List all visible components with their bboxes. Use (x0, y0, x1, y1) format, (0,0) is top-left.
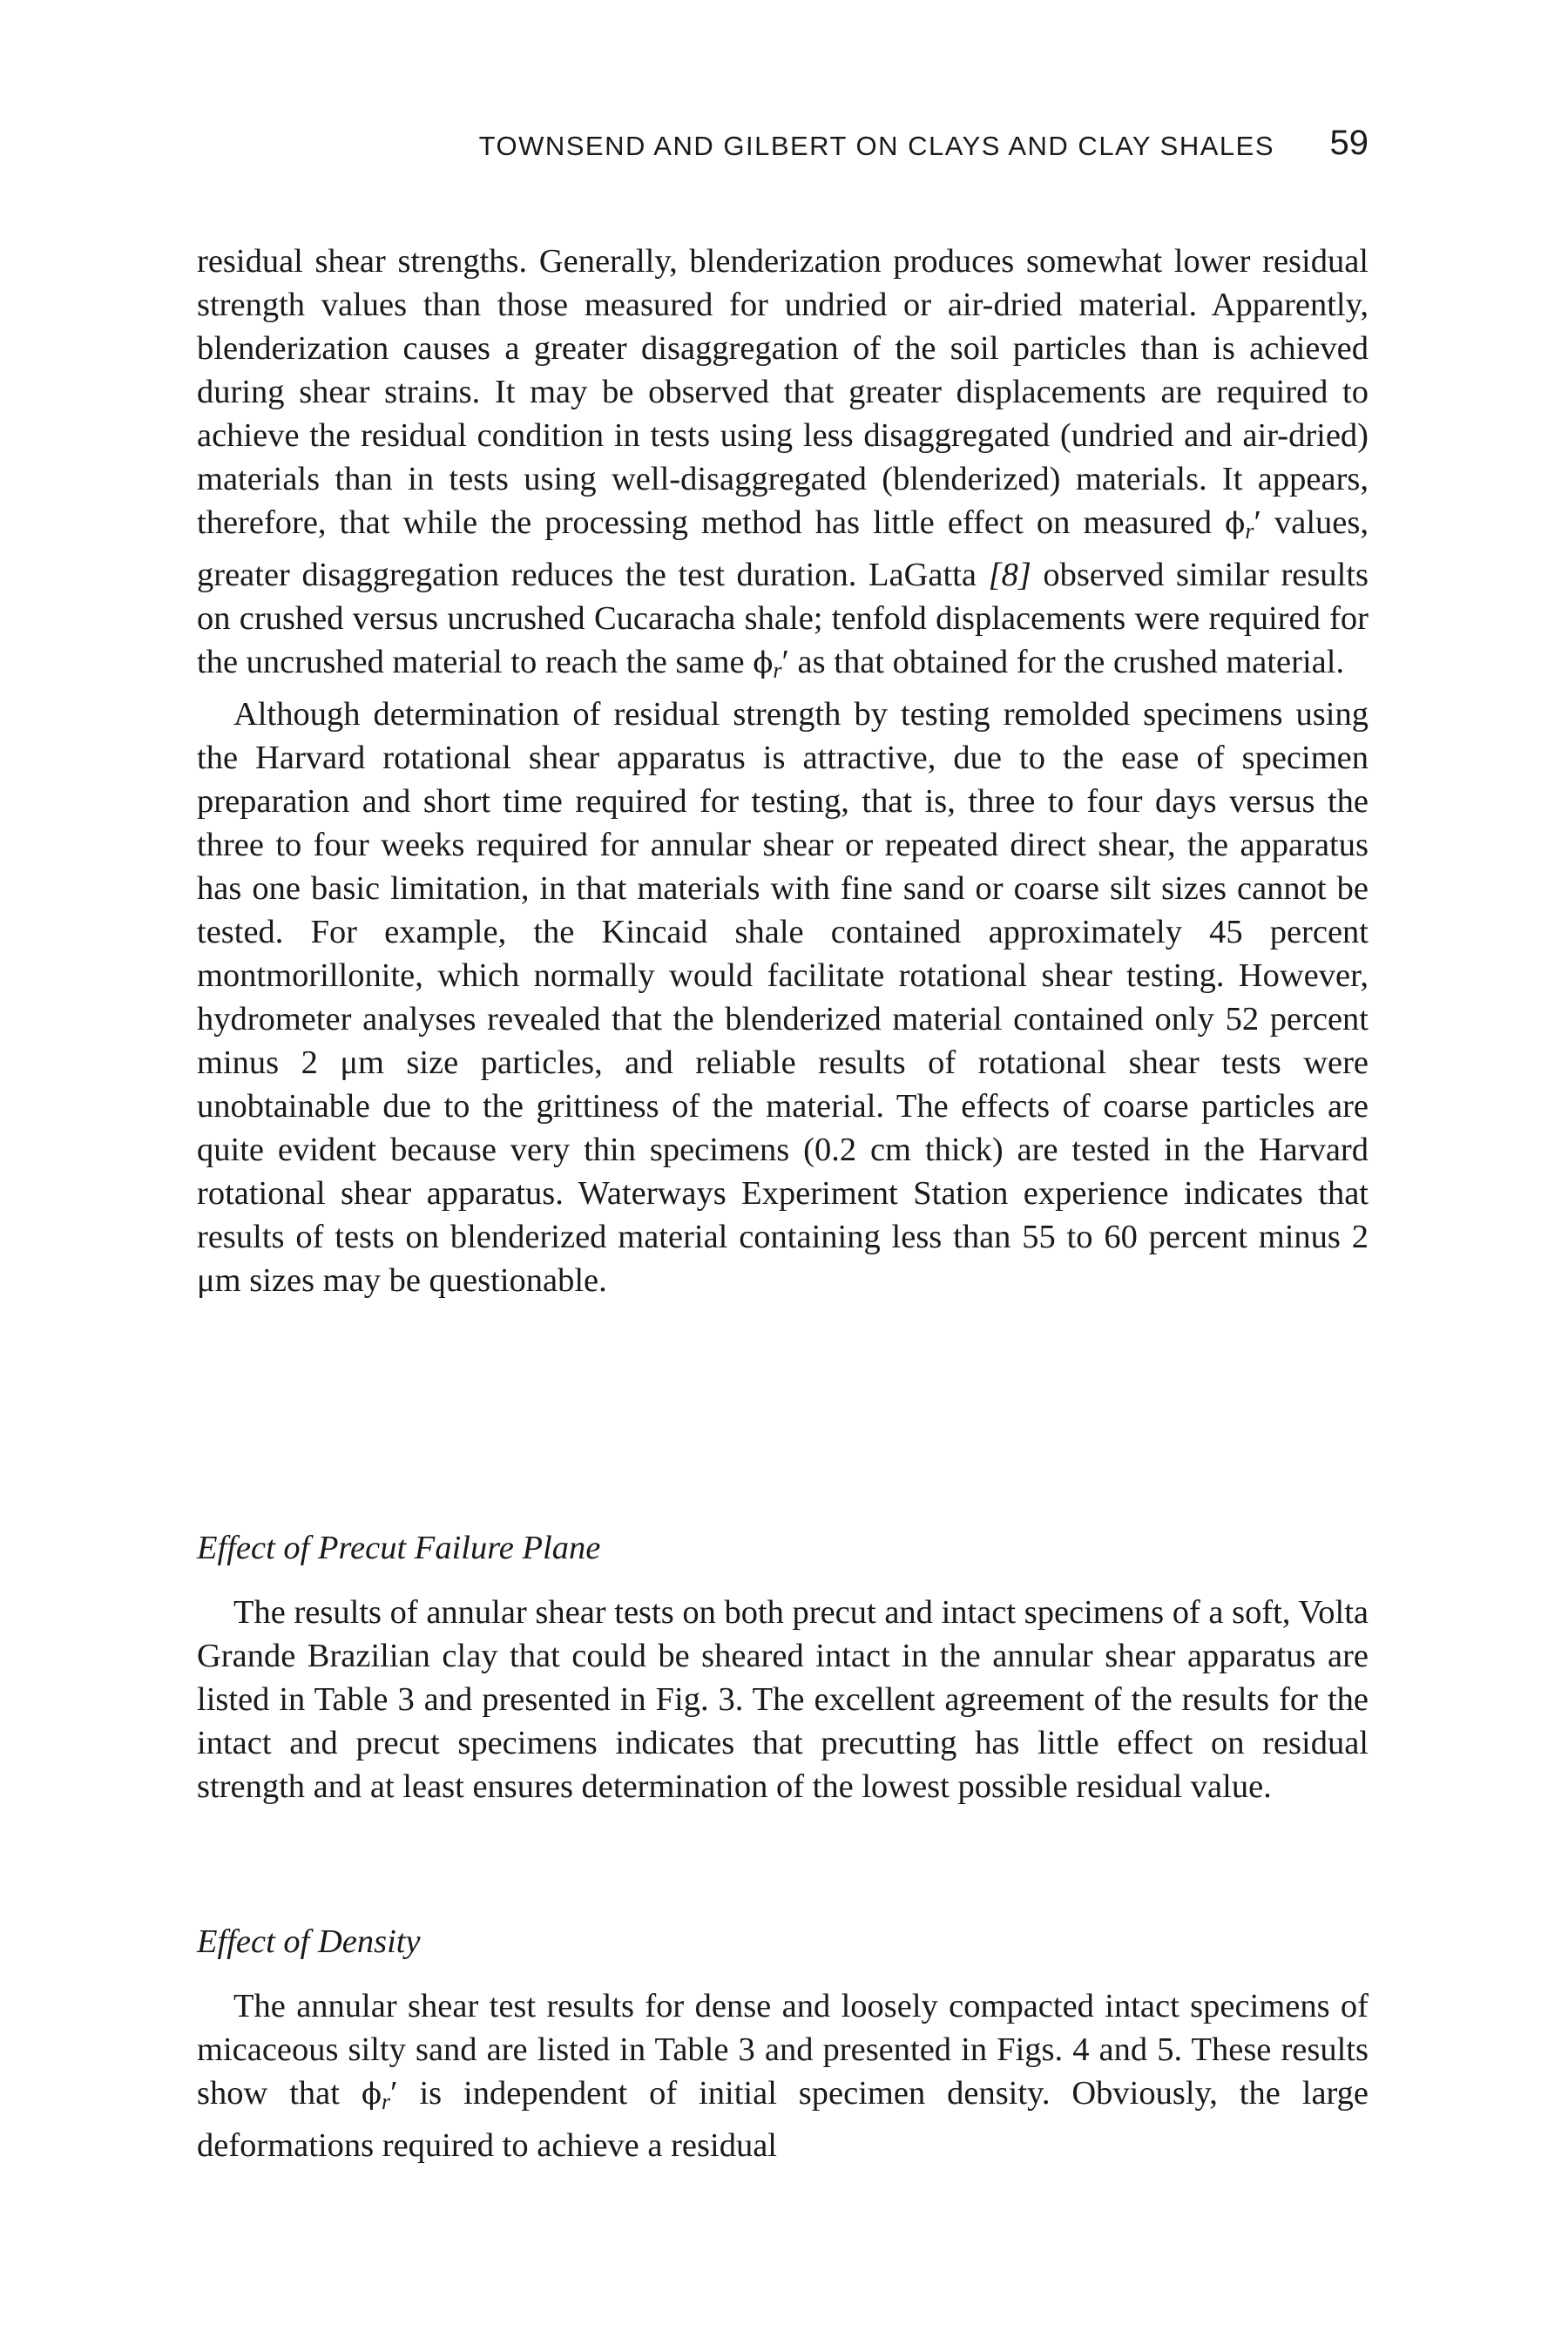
running-header (197, 122, 1369, 174)
paragraph-2 (197, 693, 1369, 1302)
micrometer-unit: μm (340, 1044, 384, 1081)
phi-symbol: ϕ (753, 645, 774, 680)
page-number: 59 (1329, 124, 1369, 162)
paragraph-4-text-b: is independent of initial specimen density. Obviously, the large deformations required to achieve a residual (197, 2075, 1369, 2164)
body-text-block-3 (197, 1984, 1369, 2167)
body-text-block-1 (197, 240, 1369, 1302)
phi-symbol: ϕ (361, 2077, 382, 2112)
paragraph-3: The results of annular shear tests on both precut and intact specimens of a soft, Volta Grande Brazilian clay that could be sheared intact in the annular shear apparatus are listed in Table 3 and presented in Fig. 3. The excellent agreement of the results for the intact and precut specimens indicates that precutting has little effect on residual strength and at least ensures determination of the lowest possible residual value. (197, 1594, 1369, 1805)
paragraph-4-text-a: The annular shear test results for dense and loosely compacted intact specimens of micaceous silty sand are listed in Table 3 and presented in Figs. 4 and 5. These results show that (197, 1988, 1369, 2112)
paragraph-2-text-c: sizes may be questionable. (249, 1262, 607, 1299)
paragraph-1-text-c: observed similar results on crushed versus uncrushed Cucaracha shale; tenfold displacements were required for the uncrushed material to reach the same (197, 557, 1369, 680)
phi-subscript: r (382, 2089, 391, 2114)
prime-mark: ′ (390, 2075, 398, 2112)
paragraph-2-text-b: size particles, and reliable results of rotational shear tests were unobtainable due to the grittiness of the material. The effects of coarse particles are quite evident because very thin specimens (0.2 cm thick) are tested in the Harvard rotational shear apparatus. Waterways Experiment Station experience indicates that results of tests on blenderized material containing less than 55 to 60 percent minus 2 (197, 1044, 1369, 1255)
micrometer-unit: μm (197, 1262, 241, 1299)
paragraph-4 (197, 1984, 1369, 2167)
body-text-block-2 (197, 1591, 1369, 1808)
phi-subscript: r (773, 658, 782, 683)
section-heading-density: Effect of Density (197, 1923, 421, 1960)
running-title: TOWNSEND AND GILBERT ON CLAYS AND CLAY SHALES (478, 131, 1274, 161)
prime-mark: ′ (1254, 504, 1261, 541)
phi-symbol: ϕ (1225, 506, 1246, 541)
paragraph-1-text-d: as that obtained for the crushed material. (797, 644, 1345, 680)
section-heading-precut: Effect of Precut Failure Plane (197, 1530, 601, 1566)
paragraph-2-text-a: Although determination of residual strength by testing remolded specimens using the Harvard rotational shear apparatus is attractive, due to the ease of specimen preparation and short time required for testing, that is, three to four days versus the three to four weeks required for annular shear or repeated direct shear, the apparatus has one basic limitation, in that materials with fine sand or coarse silt sizes cannot be tested. For example, the Kincaid shale contained approximately 45 percent montmorillonite, which normally would facilitate rotational shear testing. However, hydrometer analyses revealed that the blenderized material contained only 52 percent minus 2 (197, 696, 1369, 1081)
paragraph-1-text-a: residual shear strengths. Generally, blenderization produces somewhat lower residual strength values than those measured for undried or air-dried material. Apparently, blenderization causes a greater disaggregation of the soil particles than is achieved during shear strains. It may be observed that greater displacements are required to achieve the residual condition in tests using less disaggregated (undried and air-dried) materials than in tests using well-disaggregated (blenderized) materials. It appears, therefore, that while the processing method has little effect on measured (197, 243, 1369, 541)
paragraph-1 (197, 240, 1369, 693)
phi-subscript: r (1245, 518, 1254, 544)
paragraph-1-text-b: values, greater disaggregation reduces the test duration. LaGatta (197, 504, 1369, 593)
reference-citation: [8] (988, 557, 1031, 593)
prime-mark: ′ (781, 644, 789, 680)
